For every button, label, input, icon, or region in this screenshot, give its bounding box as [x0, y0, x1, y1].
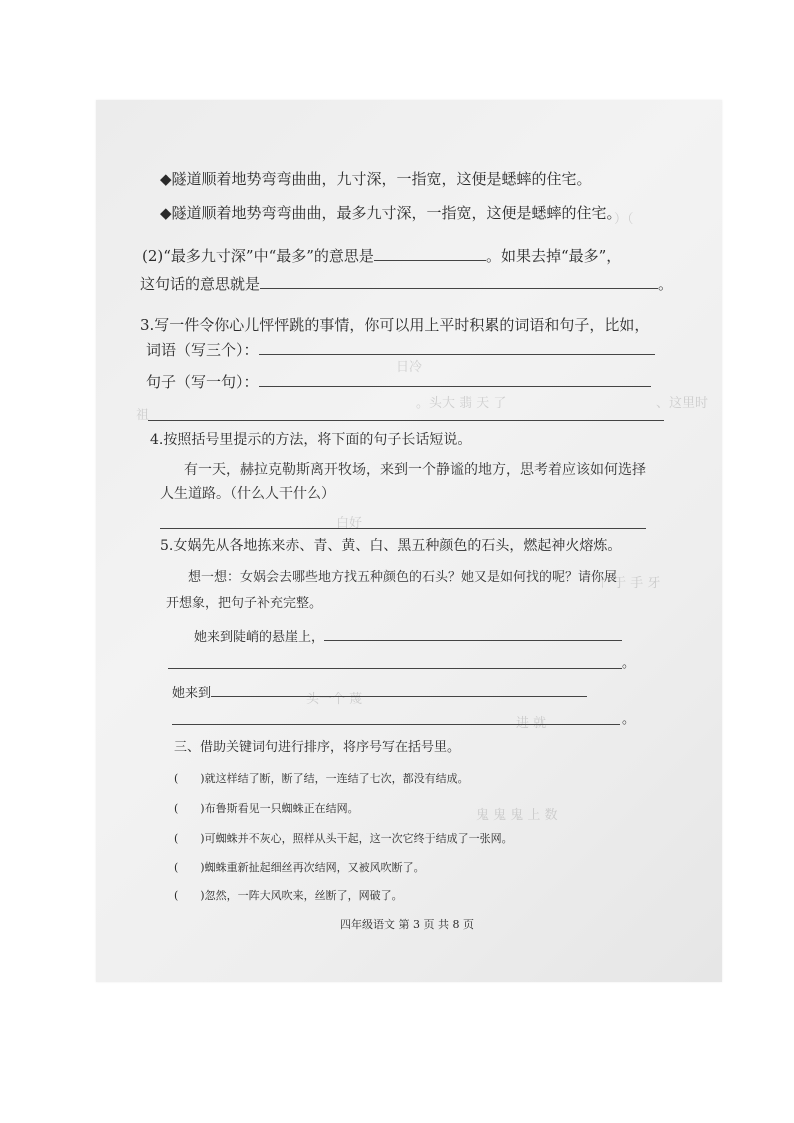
- order-bracket[interactable]: ( ): [174, 832, 205, 845]
- page-footer: 四年级语文 第 3 页 共 8 页: [340, 918, 474, 931]
- question-5-title: 5.女娲先从各地拣来赤、青、黄、白、黑五种颜色的石头，燃起神火熔炼。: [160, 538, 622, 554]
- bleed-through-text: 。头大 翡 天 了: [416, 396, 507, 411]
- ordering-item: ( )蜘蛛重新扯起细丝再次结网，又被风吹断了。: [174, 861, 425, 874]
- question-5-prompt-line-2: 开想象，把句子补充完整。: [166, 596, 323, 611]
- ordering-item: ( )布鲁斯看见一只蜘蛛正在结网。: [174, 802, 359, 815]
- ordering-item: ( )就这样结了断，断了结，一连结了七次，都没有结成。: [174, 772, 469, 785]
- diamond-bullet-icon: ◆: [160, 204, 172, 222]
- diamond-bullet-icon: ◆: [160, 170, 172, 188]
- order-bracket[interactable]: ( ): [174, 889, 205, 902]
- exam-page: [96, 100, 722, 982]
- question-2-line-1: (2)“最多九寸深”中“最多”的意思是 。如果去掉“最多”，: [142, 247, 622, 265]
- bleed-through-text: ㄒ 于 手 牙: [596, 576, 661, 591]
- answer-blank[interactable]: [259, 340, 655, 355]
- question-3-title: 3.写一件令你心儿怦怦跳的事情，你可以用上平时积累的词语和句子，比如，: [140, 316, 650, 334]
- answer-blank[interactable]: [260, 274, 658, 289]
- answer-blank[interactable]: [211, 682, 587, 697]
- bleed-through-text: 、这里时: [656, 396, 709, 411]
- bullet-sentence-1: ◆隧道顺着地势弯弯曲曲，九寸深，一指宽，这便是蟋蟀的住宅。: [160, 170, 592, 188]
- question-5-blank-2: 她来到: [172, 682, 587, 702]
- section-3-title: 三、借助关键词句进行排序，将序号写在括号里。: [174, 740, 461, 755]
- question-4-title: 4.按照括号里提示的方法，将下面的句子长话短说。: [150, 432, 472, 448]
- ordering-item: ( )可蜘蛛并不灰心，照样从头干起，这一次它终于结成了一张网。: [174, 832, 513, 845]
- question-4-passage-line-2: 人生道路。（什么人干什么）: [160, 486, 335, 502]
- bullet-sentence-2: ◆隧道顺着地势弯弯曲曲，最多九寸深，一指宽，这便是蟋蟀的住宅。: [160, 204, 622, 222]
- answer-line[interactable]: [168, 668, 622, 669]
- answer-line[interactable]: [172, 724, 620, 725]
- order-bracket[interactable]: ( ): [174, 772, 205, 785]
- answer-blank[interactable]: [259, 372, 651, 387]
- bleed-through-text: 鬼 鬼 鬼 上 数: [476, 808, 558, 823]
- order-bracket[interactable]: ( ): [174, 802, 205, 815]
- bleed-through-text: 白好: [336, 516, 363, 531]
- bleed-through-text: ）（: [614, 212, 634, 227]
- question-3-words: 词语（写三个）：: [146, 340, 655, 359]
- bleed-through-text: 头一个 蔑: [306, 692, 363, 707]
- question-5-blank-2-end: 。: [622, 712, 636, 727]
- question-5-blank-1: 她来到陡峭的悬崖上，: [194, 626, 622, 646]
- answer-blank[interactable]: [374, 246, 486, 261]
- bleed-through-text: 进 就: [516, 716, 547, 731]
- answer-line[interactable]: [160, 528, 646, 529]
- question-3-sentence: 句子（写一句）：: [146, 372, 651, 391]
- question-4-passage-line-1: 有一天，赫拉克勒斯离开牧场，来到一个静谧的地方，思考着应该如何选择: [184, 462, 646, 478]
- question-2-line-2: 这句话的意思就是 。: [140, 275, 674, 293]
- ordering-item: ( )忽然，一阵大风吹来，丝断了，网破了。: [174, 889, 403, 902]
- bleed-through-text: 祖: [136, 408, 150, 423]
- bleed-through-text: 日冷: [396, 360, 423, 375]
- question-5-blank-1-end: 。: [622, 656, 636, 671]
- answer-blank[interactable]: [324, 626, 622, 641]
- question-5-prompt-line-1: 想一想：女娲会去哪些地方找五种颜色的石头？她又是如何找的呢？请你展: [188, 570, 618, 585]
- order-bracket[interactable]: ( ): [174, 861, 205, 874]
- answer-line[interactable]: [148, 420, 664, 421]
